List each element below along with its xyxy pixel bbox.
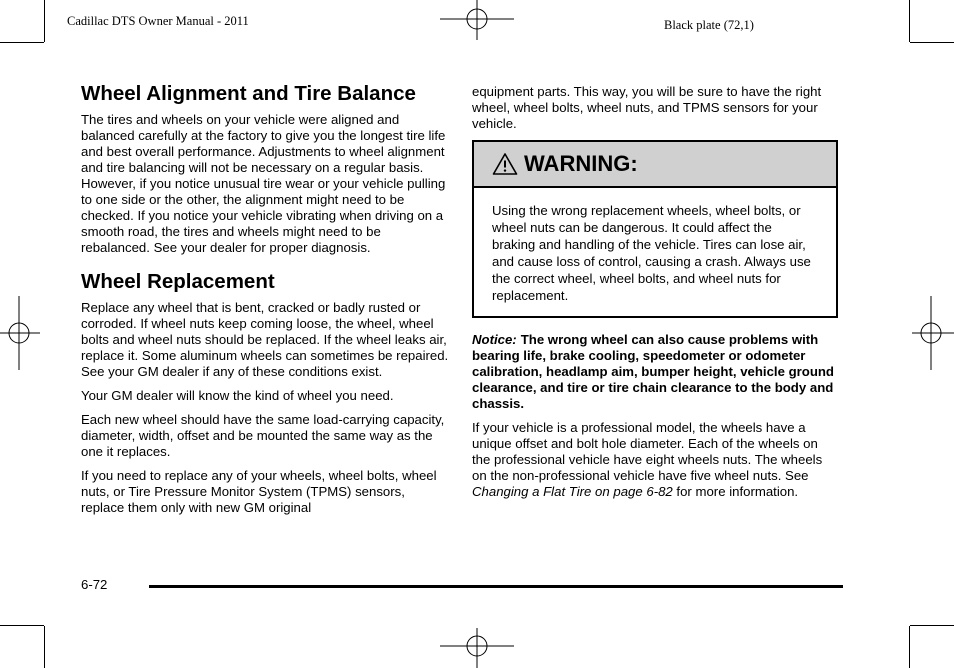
- page-number: 6-72: [81, 577, 108, 592]
- paragraph: equipment parts. This way, you will be sure to have the right wheel, wheel bolts, wheel nuts, and TPMS sensors for your vehicle.: [472, 84, 822, 131]
- crop-mark: [44, 626, 45, 668]
- warning-title: WARNING:: [524, 151, 638, 176]
- paragraph: If you need to replace any of your wheels, wheel bolts, wheel nuts, or Tire Pressure Monitor System (TPMS) sensors, replace them only with new GM original: [81, 468, 437, 515]
- warning-box: [472, 140, 838, 318]
- registration-mark-icon: [0, 296, 40, 370]
- paragraph: The tires and wheels on your vehicle were aligned and balanced carefully at the factory to give you the longest tire life and best overall performance. Adjustments to wheel alignment and tire balancing will not be necessary on a regular basis. However, if you notice unusual tire wear or your vehicle pulling to one side or the other, the alignment might need to be checked. If you notice your vehicle vibrating when driving on a smooth road, the tires and wheels might need to be rebalanced. See your dealer for proper diagnosis.: [81, 112, 446, 255]
- paragraph-text: for more information.: [672, 484, 799, 499]
- crop-mark: [910, 625, 954, 626]
- paragraph-professional-model: [472, 420, 838, 500]
- crop-mark: [0, 42, 44, 43]
- registration-mark-icon: [440, 0, 514, 40]
- paragraph: Replace any wheel that is bent, cracked or badly rusted or corroded. If wheel nuts keep coming loose, the wheel, wheel bolts and wheel nuts should be replaced. If the wheel leaks air, replace it. Some aluminum wheels can sometimes be repaired. See your GM dealer if any of these conditions exist.: [81, 300, 449, 379]
- footer-rule: [149, 585, 843, 588]
- crop-mark: [909, 0, 910, 42]
- section-title-wheel-alignment: Wheel Alignment and Tire Balance: [81, 82, 416, 105]
- right-column: [472, 84, 838, 508]
- crop-mark: [0, 625, 44, 626]
- notice-label: Notice:: [472, 332, 517, 347]
- notice-text: The wrong wheel can also cause problems with bearing life, brake cooling, speedometer or odometer calibration, headlamp aim, bumper height, vehicle ground clearance, and tire or tire chain clearance to the body and chassis.: [472, 332, 834, 411]
- crop-mark: [910, 42, 954, 43]
- paragraph-text: If your vehicle is a professional model, the wheels have a unique offset and bolt hole diameter. Each of the wheels on the professional vehicle have eight wheels nuts. The wheels on the non-professional vehicle have five wheel nuts. See: [472, 420, 823, 483]
- warning-text: Using the wrong replacement wheels, wheel bolts, or wheel nuts can be dangerous. It could affect the braking and handling of the vehicle. Tires can lose air, and cause loss of control, causing a crash. Always use the correct wheel, wheel bolts, and wheel nuts for replacement.: [492, 203, 811, 303]
- paragraph: Your GM dealer will know the kind of wheel you need.: [81, 388, 394, 403]
- paragraph: Each new wheel should have the same load-carrying capacity, diameter, width, offset and be mounted the same way as the one it replaces.: [81, 412, 445, 459]
- registration-mark-icon: [440, 628, 514, 668]
- plate-label: Black plate (72,1): [664, 18, 754, 32]
- warning-header: [474, 142, 836, 188]
- crop-mark: [44, 0, 45, 42]
- crop-mark: [909, 626, 910, 668]
- cross-reference-link[interactable]: Changing a Flat Tire on page 6-82: [472, 484, 673, 499]
- warning-triangle-icon: [492, 152, 518, 176]
- registration-mark-icon: [912, 296, 954, 370]
- running-header-title: Cadillac DTS Owner Manual - 2011: [67, 14, 249, 28]
- left-column: [81, 82, 449, 524]
- section-title-wheel-replacement: Wheel Replacement: [81, 270, 275, 293]
- notice-paragraph: [472, 332, 838, 412]
